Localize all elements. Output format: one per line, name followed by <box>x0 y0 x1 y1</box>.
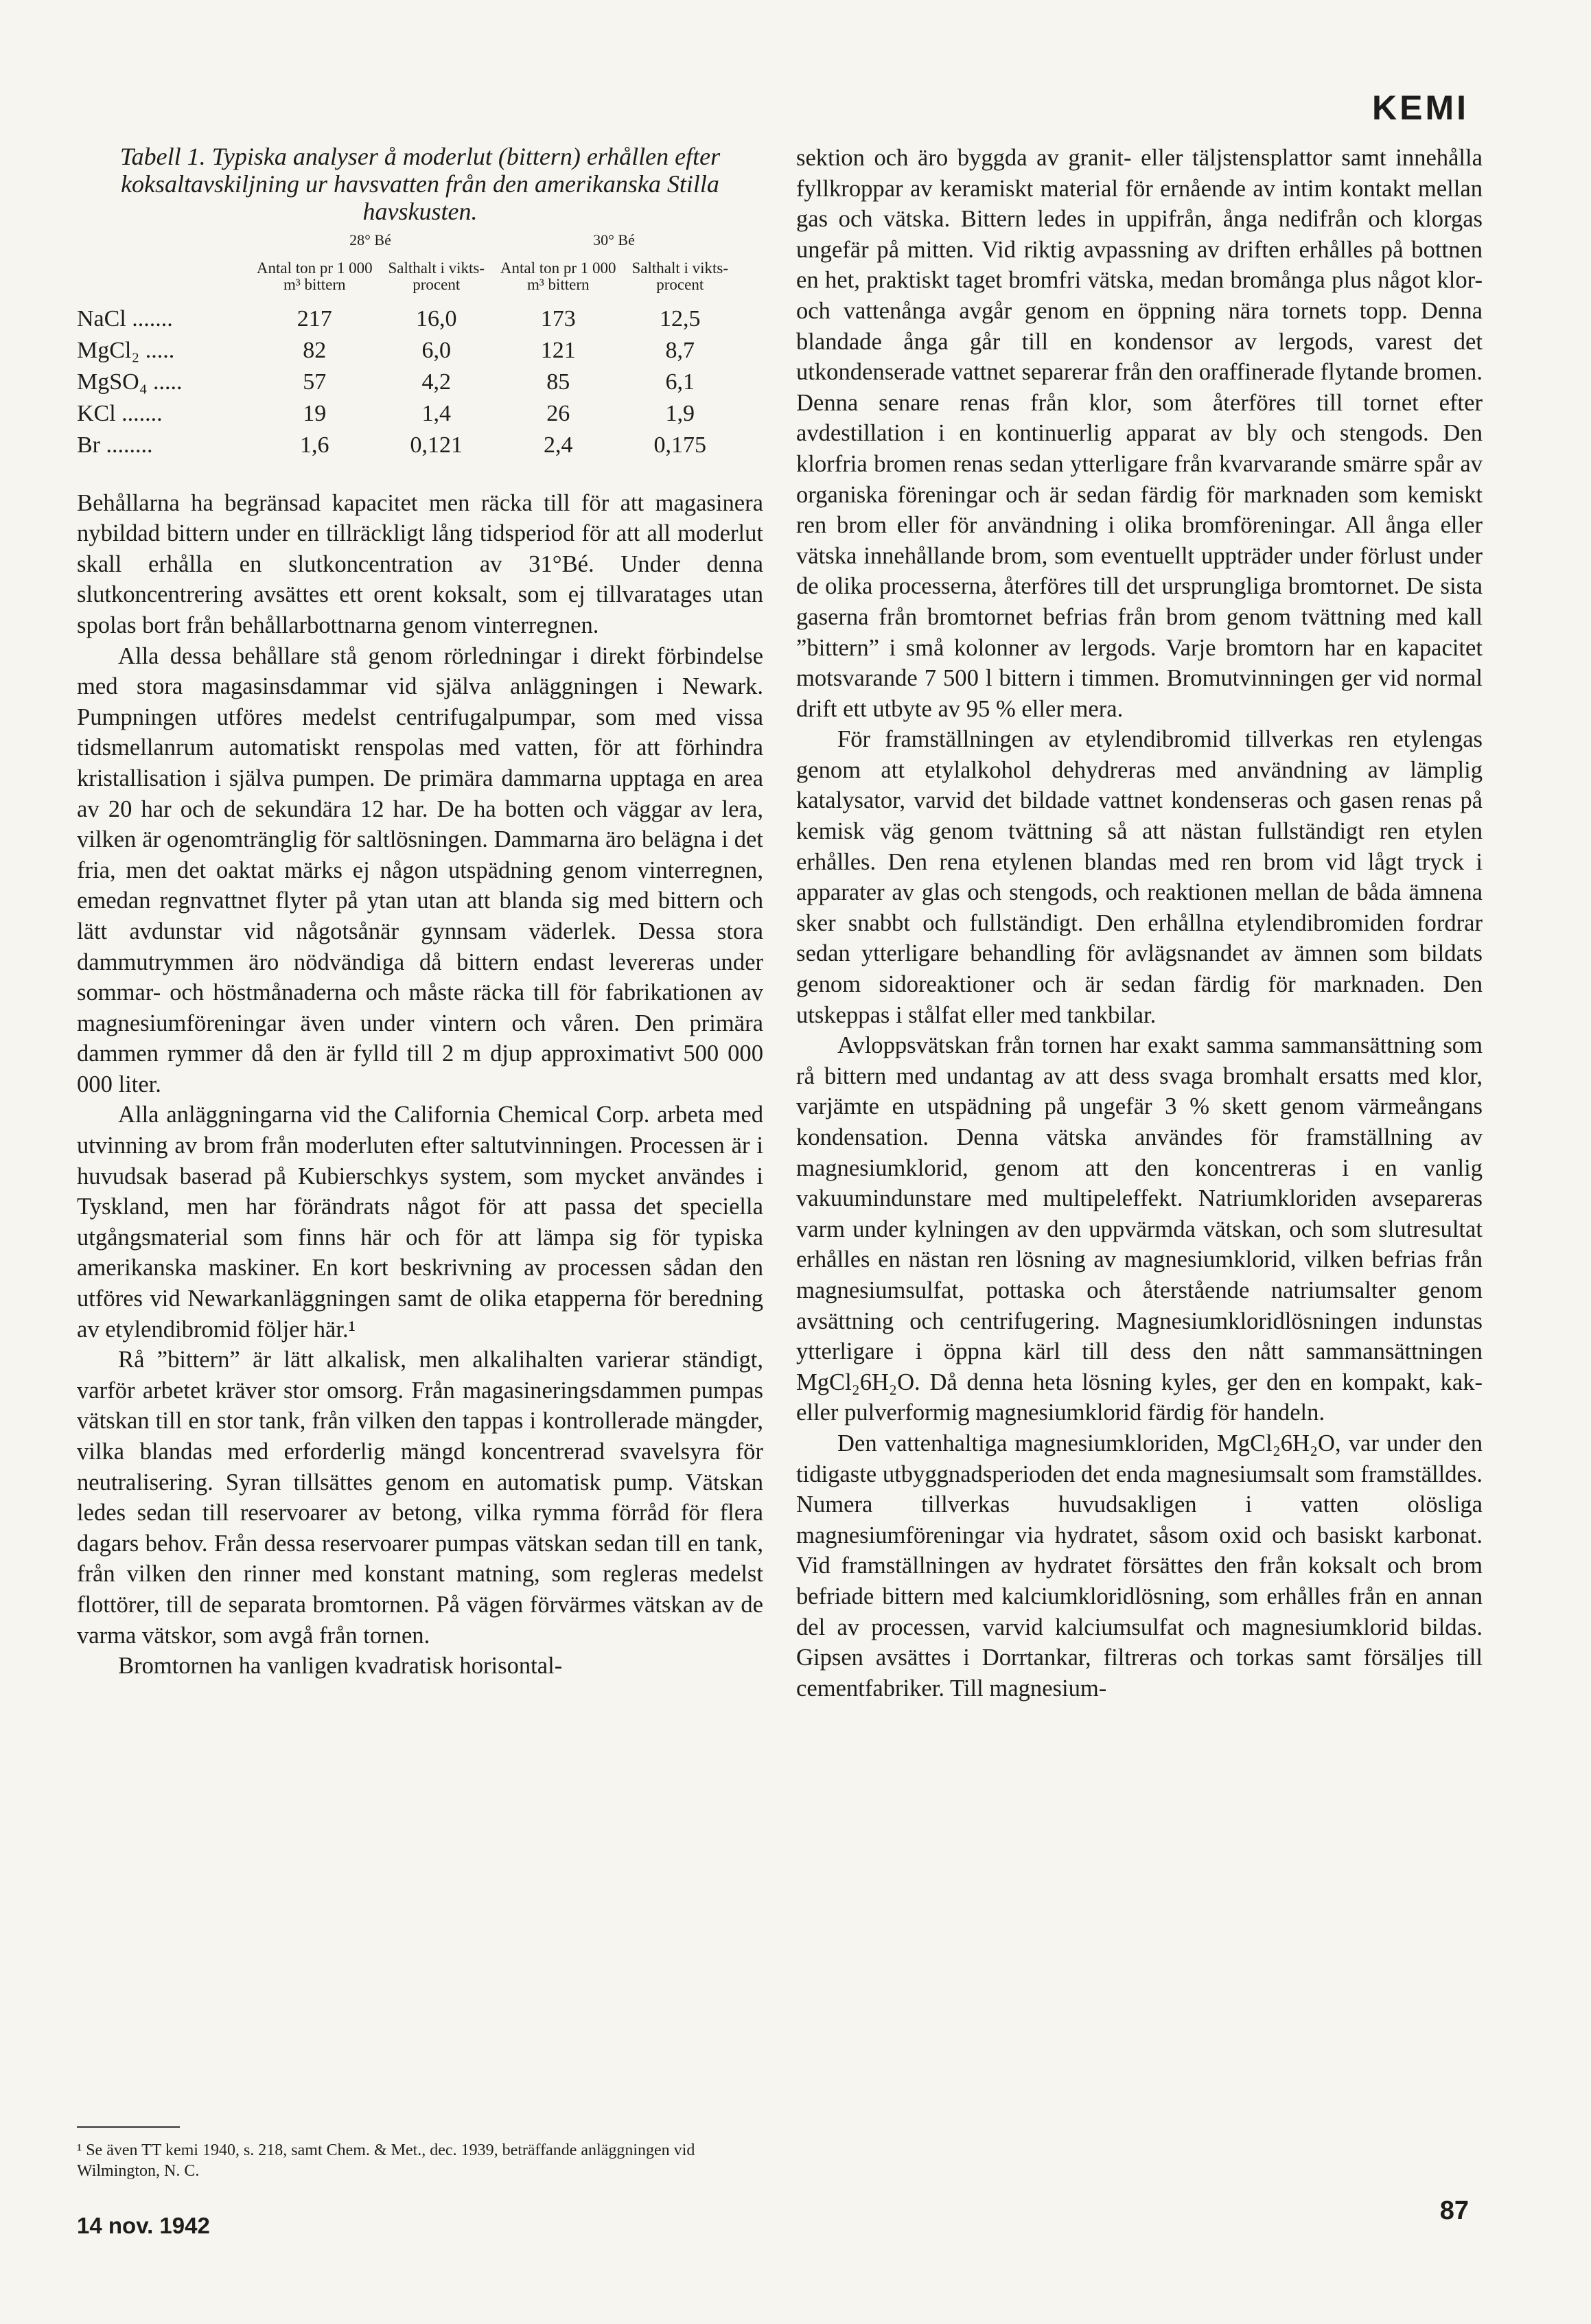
analysis-table <box>77 225 736 462</box>
column-header: Salthalt i vikts-procent <box>388 259 485 293</box>
paragraph: För framställningen av etylendibromid tillverkas ren etylengas genom att etylalkohol dehydreras med användning av lämplig katalysator, varvid det bildade vattnet kondenseras och gasen renas på kemisk väg genom tvättning så att nästan fullständigt ren etylen erhålles. Den rena etylenen blandas med ren brom vid lågt tryck i apparater av glas och stengods, och reaktionen mellan de båda ämnena sker snabbt och fullständigt. Den erhållna etylendibromiden fordrar sedan ytterligare behandling för avlägsnandet av ämnen som bildats genom sidoreaktioner och är sedan färdig för marknaden. Den utskeppas i stålfat eller med tankbilar. <box>796 726 1483 1028</box>
issue-date: 14 nov. 1942 <box>77 2213 210 2238</box>
table-row <box>77 367 736 399</box>
column-header: Antal ton pr 1 000 m³ bittern <box>500 259 616 293</box>
table-cell: 26 <box>546 401 570 427</box>
paragraph: Rå ”bittern” är lätt alkalisk, men alkalihalten varierar ständigt, varför arbetet kräver stor omsorg. Från magasineringsdammen pumpas vätskan till en stor tank, från vilken den tappas i kontrollerade mängder, vilka blandas med erforderlig mängd koncentrerad svavelsyra för neutralisering. Syran tillsättes genom en automatisk pump. Vätskan ledes sedan till reservoarer av betong, vilka rymma förråd för flera dagars behov. Från dessa reservoarer pumpas vätskan sedan till en tank, från vilken den rinner med konstant matning, som regleras medelst flottörer, till de separata bromtornen. På vägen förvärmes vätskan av de varma vätskor, som avgå från tornen. <box>77 1347 763 1649</box>
column-header: Salthalt i vikts-procent <box>631 259 729 293</box>
table-cell: 12,5 <box>660 306 701 332</box>
footnote: ¹ Se även TT kemi 1940, s. 218, samt Chem. & Met., dec. 1939, beträffande anläggningen vid Wilmington, N. C. <box>77 2141 695 2180</box>
section-header: KEMI <box>1372 89 1469 127</box>
row-label: MgCl₂ ..... <box>77 338 175 364</box>
table-row <box>77 336 736 367</box>
table-row <box>77 430 736 462</box>
row-label: KCl ....... <box>77 401 163 427</box>
table-cell: 173 <box>540 306 576 332</box>
table-cell: 57 <box>303 369 327 395</box>
row-label: MgSO₄ ..... <box>77 369 183 395</box>
group-header: 30° Bé <box>593 231 635 248</box>
footnote-divider <box>77 2126 180 2128</box>
table-cell: 6,1 <box>665 369 695 395</box>
table-cell: 1,6 <box>300 432 329 458</box>
table-cell: 19 <box>303 401 327 427</box>
column-header: Antal ton pr 1 000 m³ bittern <box>256 259 373 293</box>
table-row <box>77 399 736 430</box>
table-cell: 6,0 <box>421 338 451 364</box>
paragraph: sektion och äro byggda av granit- eller täljstensplattor samt innehålla fyllkroppar av keramiskt material för ernående av intim kontakt mellan gas och vätska. Bittern ledes in uppifrån, ånga nedifrån och klorgas ungefär på mitten. Vid riktig avpassning av driften erhålles på bottnen en het, praktiskt taget bromfri vätska, medan bromånga plus något klor- och vattenånga avgår genom en öppning nära tornets topp. Denna blandade ånga går till en kondensor av lergods, varest det utkondenserade vattnet separerar från den oraffinerade flytande bromen. Denna senare renas från klor, som återföres till tornet efter avdestillation i en kontinuerlig apparat av bly och stengods. Den klorfria bromen renas sedan ytterligare från kvarvarande smärre spår av organiska föreningar och är sedan färdig för marknaden som kemiskt ren brom eller för användning i olika bromföreningar. All ånga eller vätska innehållande brom, som eventuellt uppträder under förlust under de olika processerna, återföres till det ursprungliga bromtornet. De sista gaserna från bromtornet befrias från brom genom tvättning med kall ”bittern” i små kolonner av lergods. Varje bromtorn har en kapacitet motsvarande 7 500 l bittern i timmen. Bromutvinningen ger vid normal drift ett utbyte av 95 % eller mera. <box>796 145 1483 722</box>
table-cell: 1,4 <box>421 401 451 427</box>
table-cell: 217 <box>297 306 332 332</box>
paragraph: Behållarna ha begränsad kapacitet men räcka till för att magasinera nybildad bittern under en tillräckligt lång tidsperiod för att all moderlut skall erhålla en slutkoncentration av 31°Bé. Under denna slutkoncentrering avsättes ett orent koksalt, som ej tillvaratages utan spolas bort från behållarbottnarna genom vinterregnen. <box>77 489 763 638</box>
table-cell: 82 <box>303 338 327 364</box>
table-cell: 0,175 <box>653 432 706 458</box>
row-label: NaCl ....... <box>77 306 173 332</box>
table-cell: 121 <box>540 338 576 364</box>
table-cell: 2,4 <box>543 432 573 458</box>
paragraph: Alla anläggningarna vid the California Chemical Corp. arbeta med utvinning av brom från moderluten efter saltutvinningen. Processen är i huvudsak baserad på Kubierschkys system, som mycket användes i Tyskland, men har förändrats något för att passa det speciella utgångsmaterial som finns här och för att lämpa sig för typiska amerikanska maskiner. En kort beskrivning av processen sådan den utföres vid Newarkanläggningen samt de olika etapperna för beredning av etylendibromid följer här.¹ <box>77 1102 763 1343</box>
right-column <box>796 143 1483 1704</box>
paragraph: Alla dessa behållare stå genom rörledningar i direkt förbindelse med stora magasinsdammar vid själva anläggningen i Newark. Pumpningen utföres medelst centrifugalpumpar, som med vissa tidsmellanrum automatiskt renspolas med vatten, för att förhindra kristallisation i själva pumpen. De primära dammarna upptaga en area av 20 har och de sekundära 12 har. De ha botten och väggar av lera, vilken är ogenomtränglig för saltlösningen. Dammarna äro belägna i det fria, men det oaktat märks ej någon utspädning genom vinterregnen, emedan regnvattnet flyter på ytan utan att blanda sig med bittern och lätt avdunstar vid någotsånär gynnsam väderlek. Dessa stora dammutrymmen äro nödvändiga då bittern endast levereras under sommar- och höstmånaderna och måste räcka till för fabrikationen av magnesiumföreningar även under vintern och våren. Den primära dammen rymmer då den är fylld till 2 m djup approximativt 500 000 000 liter. <box>77 642 763 1097</box>
table-cell: 16,0 <box>416 306 457 332</box>
page-number: 87 <box>1439 2196 1469 2225</box>
left-column <box>77 143 763 1682</box>
table-cell: 8,7 <box>665 338 695 364</box>
row-label: Br ........ <box>77 432 153 458</box>
paragraph: Den vattenhaltiga magnesiumkloriden, MgCl₂6H₂O, var under den tidigaste utbyggnadsperioden det enda magnesiumsalt som framställdes. Numera tillverkas huvudsakligen i vatten olösliga magnesiumföreningar via hydratet, såsom oxid och basiskt karbonat. Vid framställningen av hydratet försättes den från koksalt och brom befriade bittern med kalciumkloridlösning, som erhålles från en annan del av processen, varvid kalciumsulfat och magnesiumklorid bildas. Gipsen avsättes i Dorrtankar, filtreras och torkas samt försäljes till cementfabriker. Till magnesium- <box>796 1430 1483 1701</box>
table-cell: 4,2 <box>421 369 451 395</box>
group-header: 28° Bé <box>349 231 391 248</box>
paragraph: Bromtornen ha vanligen kvadratisk horisontal- <box>118 1653 563 1680</box>
table-caption: Tabell 1. Typiska analyser å moderlut (bittern) erhållen efter koksaltavskiljning ur havsvatten från den amerikanska Stilla havskusten. <box>119 143 721 225</box>
table-cell: 85 <box>546 369 570 395</box>
table-row <box>77 304 736 336</box>
paragraph: Avloppsvätskan från tornen har exakt samma sammansättning som rå bittern med undantag av att dess svaga bromhalt ersatts med klor, varjämte en utspädning på ungefär 3 % skett genom värmeångans kondensation. Denna vätska användes för framställning av magnesiumklorid, genom att den koncentreras i en vanlig vakuumindunstare med multipeleffekt. Natriumkloriden avsepareras varm under kylningen av den uppvärmda vätskan, och som slutresultat erhålles en nästan ren lösning av magnesiumklorid, vilken befrias från magnesiumsulfat, pottaska och återstående natriumsalter genom avsättning och centrifugering. Magnesiumkloridlösningen indunstas ytterligare i öppna kärl till dess den nått sammansättningen MgCl₂6H₂O. Då denna heta lösning kyles, ger den en kompakt, kak- eller pulverformig magnesiumklorid färdig för handeln. <box>796 1032 1483 1426</box>
table-cell: 1,9 <box>665 401 695 427</box>
table-cell: 0,121 <box>410 432 463 458</box>
